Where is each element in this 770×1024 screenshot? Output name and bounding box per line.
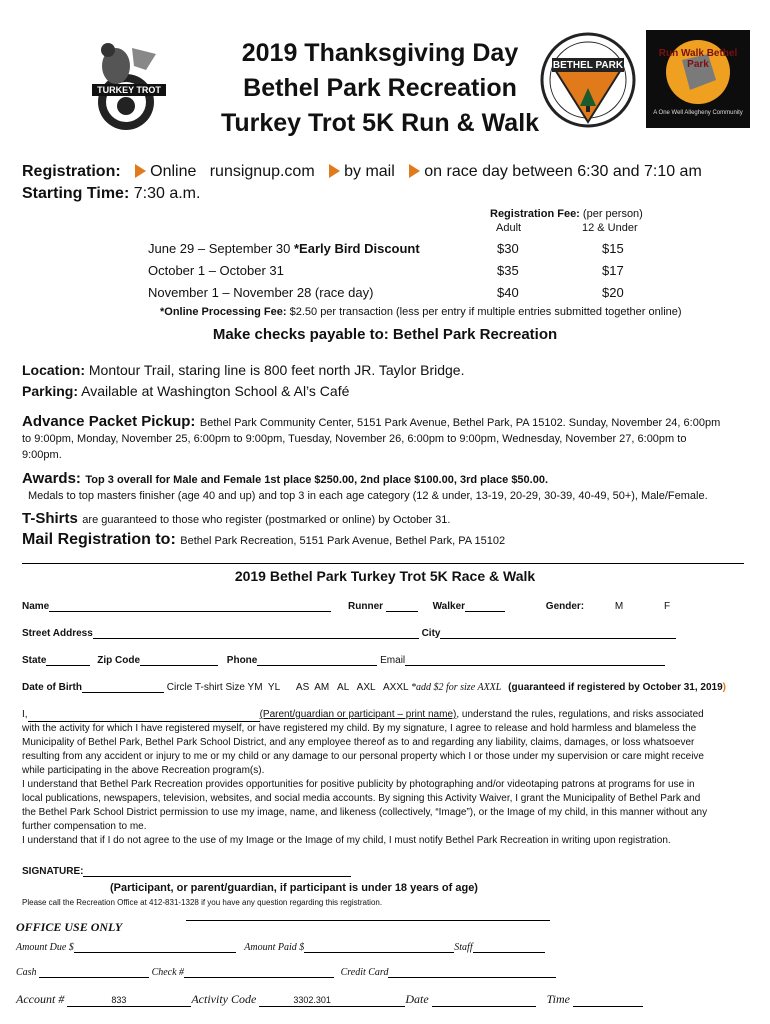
staff-field[interactable] xyxy=(473,943,545,953)
signature-field[interactable] xyxy=(83,866,351,877)
starting-time-value: 7:30 a.m. xyxy=(133,185,201,202)
processing-fee-label: *Online Processing Fee: xyxy=(160,306,287,318)
amount-paid-field[interactable] xyxy=(304,943,454,953)
parking-label: Parking: xyxy=(22,383,79,399)
credit-card-label: Credit Card xyxy=(340,967,389,978)
dob-label: Date of Birth xyxy=(22,682,82,693)
registration-mail: by mail xyxy=(344,163,395,180)
divider xyxy=(22,563,744,564)
amount-paid-label: Amount Paid $ xyxy=(244,942,305,953)
date-field[interactable] xyxy=(432,994,536,1007)
waiver-line: further compensation to me. xyxy=(22,821,147,832)
page-title xyxy=(190,36,570,141)
mail-registration xyxy=(22,531,505,549)
fee-header xyxy=(490,208,643,220)
fee-under: $20 xyxy=(602,285,624,300)
walker-label: Walker xyxy=(432,601,466,612)
waiver-i: I, xyxy=(22,709,28,720)
tshirts xyxy=(22,510,450,528)
seal-text: BETHEL PARK xyxy=(552,60,624,71)
packet-label: Advance Packet Pickup: xyxy=(22,413,196,430)
registration-online: Online runsignup.com xyxy=(150,163,315,180)
time-field[interactable] xyxy=(573,994,643,1007)
processing-fee xyxy=(160,306,682,318)
packet-line-1: Bethel Park Community Center, 5151 Park Avenue, Bethel Park, PA 15102. Sunday, November 24, 6:00pm xyxy=(199,417,721,429)
shirt-paren: ) xyxy=(722,682,727,693)
fee-under: $17 xyxy=(602,263,624,278)
waiver-line: with the activity for which I have registered myself, or have registered my child. By my signature, I agree to release and hold harmless and blameless the xyxy=(22,723,697,734)
location-label: Location: xyxy=(22,362,85,378)
fee-adult: $40 xyxy=(497,285,519,300)
walker-field[interactable] xyxy=(465,601,505,612)
parking xyxy=(22,383,349,399)
form-title: 2019 Bethel Park Turkey Trot 5K Race & Walk xyxy=(234,568,536,584)
name-label: Name xyxy=(22,601,50,612)
run-walk-logo-text: Run Walk Bethel Park xyxy=(658,48,738,70)
waiver-line: local publications, newspapers, television, websites, and social media accounts. By signing this Activity Waiver, I grant the Municipality of Bethel Park and xyxy=(22,793,701,804)
form-row-name xyxy=(22,601,762,612)
fee-row xyxy=(148,285,373,300)
run-walk-logo-sub: A One Well Allegheny Community xyxy=(653,110,743,116)
form-row-address xyxy=(22,628,676,639)
waiver-line: I understand that Bethel Park Recreation provides opportunities for positive publicity by photographing and/or videotaping patrons at programs for use in xyxy=(22,779,695,790)
fee-row xyxy=(148,241,420,256)
fee-col-under: 12 & Under xyxy=(582,222,638,234)
tshirts-label: T-Shirts xyxy=(22,510,78,527)
waiver-line: the Bethel Park School District permission to use my image, name, and likeness (collectively, “Image”), or the Image of my child, in this manner without any xyxy=(22,807,708,818)
gender-label: Gender: xyxy=(545,601,585,612)
office-row-3 xyxy=(16,992,643,1007)
location xyxy=(22,362,464,378)
gender-m[interactable]: M xyxy=(614,601,624,612)
title-line-3: Turkey Trot 5K Run & Walk xyxy=(220,109,540,137)
phone-field[interactable] xyxy=(257,655,377,666)
runner-field[interactable] xyxy=(386,601,418,612)
awards-line-2: Medals to top masters finisher (age 40 and up) and top 3 in each age category (12 & under, 13-19, 20-29, 30-39, 40-49, 50+), Male/Female. xyxy=(28,490,708,502)
office-row-2 xyxy=(16,967,556,978)
title-line-2: Bethel Park Recreation xyxy=(243,74,517,102)
waiver-line: resulting from any accident or injury to me or my child or any damage to our personal property which I or those under my supervision or care might receive xyxy=(22,751,704,762)
email-label: Email xyxy=(380,655,406,666)
state-label: State xyxy=(22,655,47,666)
registration-label: Registration: xyxy=(22,163,121,180)
packet-pickup xyxy=(22,414,752,463)
city-field[interactable] xyxy=(440,628,676,639)
fee-period: November 1 – November 28 (race day) xyxy=(148,285,374,300)
runner-label: Runner xyxy=(348,601,384,612)
waiver-line: while participating in the above Recreation program(s). xyxy=(22,765,265,776)
waiver-line: Municipality of Bethel Park, Bethel Park School District, and any employee thereof as to and regarding any liability, claims, damages, or loss whatsoever xyxy=(22,737,695,748)
title-line-1: 2019 Thanksgiving Day xyxy=(241,39,519,67)
waiver-line: I understand that if I do not agree to the use of my Image or the Image of my child, I must notify Bethel Park Recreation in writing upon registration. xyxy=(22,835,671,846)
time-label: Time xyxy=(546,992,570,1006)
fee-note: *Early Bird Discount xyxy=(294,241,420,256)
dob-field[interactable] xyxy=(82,682,164,693)
activity-code-field[interactable] xyxy=(259,995,405,1007)
date-label: Date xyxy=(405,992,429,1006)
fee-adult: $30 xyxy=(497,241,519,256)
mail-value: Bethel Park Recreation, 5151 Park Avenue, Bethel Park, PA 15102 xyxy=(180,535,506,547)
shirt-guarantee: (guaranteed if registered by October 31, 2019 xyxy=(508,682,723,693)
starting-time-label: Starting Time: xyxy=(22,185,130,202)
packet-line-2: to 9:00pm, Monday, November 25, 6:00pm to 9:00pm, Tuesday, November 26, 6:00pm to 9:00pm, Wednesday, November 27, 6:00pm to xyxy=(22,433,687,445)
fee-period: June 29 – September 30 xyxy=(148,241,294,256)
fee-adult: $35 xyxy=(497,263,519,278)
parking-value: Available at Washington School & Al’s Café xyxy=(81,383,350,399)
state-field[interactable] xyxy=(46,655,90,666)
form-row-dob xyxy=(22,682,726,693)
awards-label: Awards: xyxy=(22,470,81,487)
print-name-field[interactable] xyxy=(28,711,260,722)
staff-label: Staff xyxy=(454,942,473,953)
processing-fee-text: $2.50 per transaction (less per entry if multiple entries submitted together online) xyxy=(289,306,682,318)
fee-col-adult: Adult xyxy=(496,222,522,234)
email-field[interactable] xyxy=(405,655,665,666)
account-value: 833 xyxy=(111,995,127,1005)
fee-header-note: (per person) xyxy=(582,208,643,220)
arrow-icon xyxy=(409,164,420,178)
awards-line-1: Top 3 overall for Male and Female 1st place $250.00, 2nd place $100.00, 3rd place $50.00. xyxy=(85,474,549,486)
awards xyxy=(22,470,548,488)
turkey-trot-logo xyxy=(86,40,172,132)
mail-label: Mail Registration to: xyxy=(22,531,176,548)
checks-payable: Make checks payable to: Bethel Park Recreation xyxy=(212,326,558,343)
registration-race-day: on race day between 6:30 and 7:10 am xyxy=(424,163,702,180)
arrow-icon xyxy=(135,164,146,178)
office-row-1 xyxy=(16,942,545,953)
check-field[interactable] xyxy=(184,968,334,978)
phone-label: Phone xyxy=(226,655,258,666)
turkey-trot-logo-text: TURKEY TROT xyxy=(97,85,161,95)
waiver-parent: (Parent/guardian or participant – print name) xyxy=(259,709,457,720)
shirt-sizes[interactable]: Circle T-shirt Size YM YL AS AM AL AXL AXXL xyxy=(166,682,409,693)
signature-note: (Participant, or parent/guardian, if participant is under 18 years of age) xyxy=(110,882,478,894)
check-label: Check # xyxy=(151,967,185,978)
cash-label: Cash xyxy=(16,967,37,978)
activity-code-value: 3302.301 xyxy=(293,995,331,1005)
signature-row xyxy=(22,866,351,877)
office-title: OFFICE USE ONLY xyxy=(16,920,123,934)
gender-f[interactable]: F xyxy=(664,601,671,612)
city-label: City xyxy=(421,628,441,639)
zip-label: Zip Code xyxy=(97,655,141,666)
fee-under: $15 xyxy=(602,241,624,256)
office-divider xyxy=(186,920,550,921)
cash-field[interactable] xyxy=(39,968,149,978)
account-label: Account # xyxy=(16,992,65,1006)
call-note: Please call the Recreation Office at 412-831-1328 if you have any question regarding this registration. xyxy=(22,898,383,907)
amount-due-field[interactable] xyxy=(74,943,236,953)
amount-due-label: Amount Due $ xyxy=(16,942,74,953)
street-label: Street Address xyxy=(22,628,93,639)
shirt-note: *add $2 for size AXXL xyxy=(410,682,502,693)
credit-card-field[interactable] xyxy=(388,968,556,978)
location-value: Montour Trail, staring line is 800 feet north JR. Taylor Bridge. xyxy=(88,362,465,378)
fee-row xyxy=(148,263,284,278)
account-field[interactable] xyxy=(67,995,191,1007)
signature-label: SIGNATURE: xyxy=(22,866,84,877)
packet-line-3: 9:00pm. xyxy=(22,449,62,461)
starting-time xyxy=(22,185,200,203)
form-row-contact xyxy=(22,655,665,666)
fee-period: October 1 – October 31 xyxy=(148,263,284,278)
waiver-p1-rest: , understand the rules, regulations, and risks associated xyxy=(456,709,704,720)
street-field[interactable] xyxy=(93,628,419,639)
name-field[interactable] xyxy=(49,601,331,612)
fee-header-label: Registration Fee: xyxy=(490,208,580,220)
run-walk-logo xyxy=(646,30,750,128)
registration-line xyxy=(22,163,702,181)
arrow-icon xyxy=(329,164,340,178)
activity-code-label: Activity Code xyxy=(191,992,257,1006)
waiver xyxy=(22,708,752,848)
zip-field[interactable] xyxy=(140,655,218,666)
tshirts-value: are guaranteed to those who register (postmarked or online) by October 31. xyxy=(82,514,451,526)
